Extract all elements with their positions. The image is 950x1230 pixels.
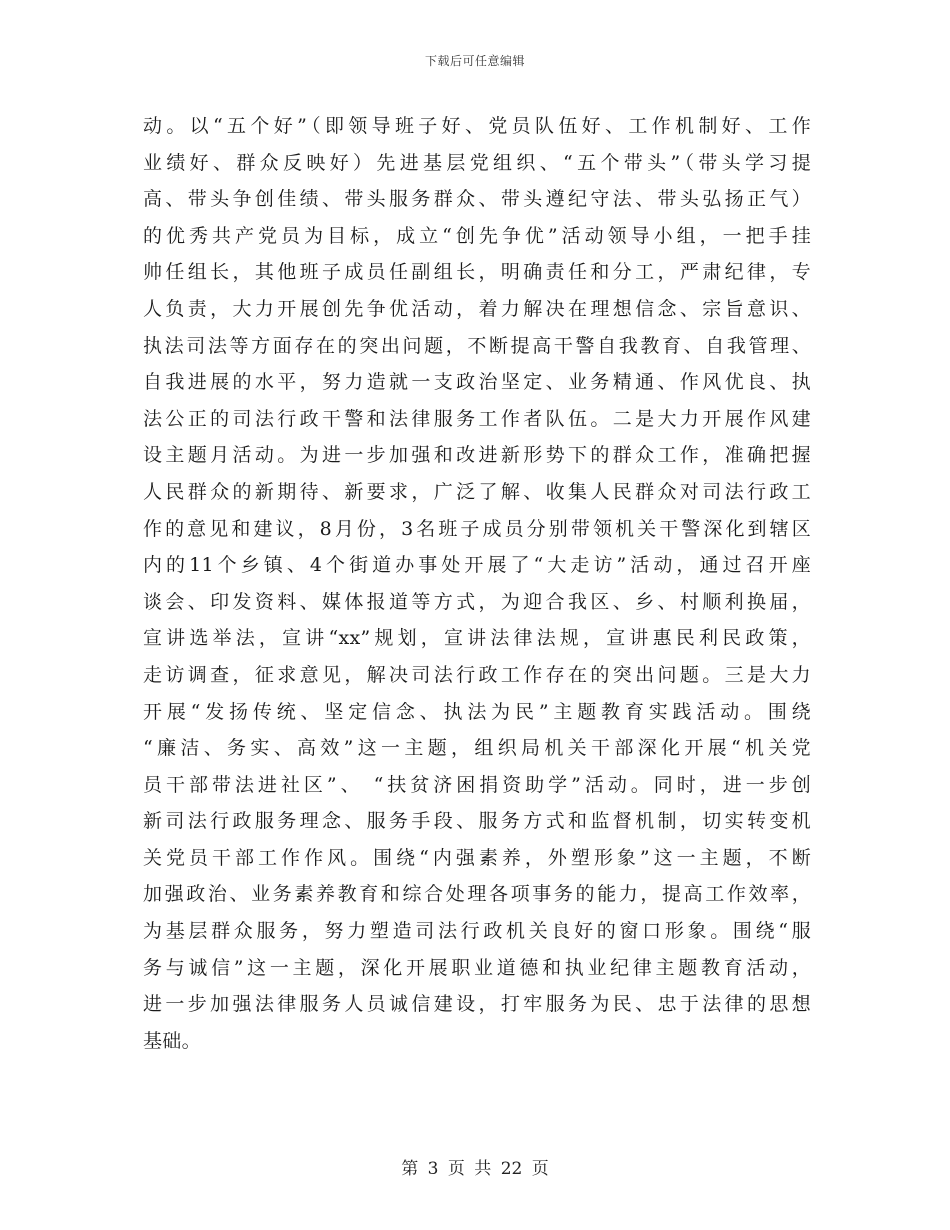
body-line: 帅任组长，其他班子成员任副组长，明确责任和分工，严肃纪律，专 [143, 261, 811, 284]
body-line: 动。以“五个好”（即领导班子好、党员队伍好、工作机制好、工作 [143, 115, 811, 137]
body-line: 人负责，大力开展创先争优活动，着力解决在理想信念、宗旨意识、 [143, 297, 811, 320]
body-line: 业绩好、群众反映好）先进基层党组织、“五个带头”（带头学习提 [143, 151, 811, 174]
body-line: 加强政治、业务素养教育和综合处理各项事务的能力，提高工作效率， [143, 883, 811, 906]
body-line: 内的11个乡镇、4个街道办事处开展了“大走访”活动，通过召开座 [143, 554, 811, 577]
body-line: “廉洁、务实、高效”这一主题，组织局机关干部深化开展“机关党 [143, 737, 811, 760]
body-line: 务与诚信”这一主题，深化开展职业道德和执业纪律主题教育活动， [143, 956, 811, 979]
body-line: 自我进展的水平，努力造就一支政治坚定、业务精通、作风优良、执 [143, 371, 811, 394]
body-line: 为基层群众服务，努力塑造司法行政机关良好的窗口形象。围绕“服 [143, 920, 811, 943]
body-line: 基础。 [143, 1029, 201, 1052]
body-line: 的优秀共产党员为目标，成立“创先争优”活动领导小组，一把手挂 [143, 224, 811, 247]
body-line: 走访调查，征求意见，解决司法行政工作存在的突出问题。三是大力 [143, 663, 811, 686]
body-line: 员干部带法进社区”、 “扶贫济困捐资助学”活动。同时，进一步创 [143, 773, 811, 796]
body-line: 执法司法等方面存在的突出问题，不断提高干警自我教育、自我管理、 [143, 334, 811, 357]
page-number-footer: 第 3 页 共 22 页 [401, 1159, 549, 1179]
body-line: 宣讲选举法，宣讲“xx”规划，宣讲法律法规，宣讲惠民利民政策， [143, 627, 811, 650]
body-line: 设主题月活动。为进一步加强和改进新形势下的群众工作，准确把握 [143, 444, 811, 467]
body-line: 关党员干部工作作风。围绕“内强素养，外塑形象”这一主题，不断 [143, 846, 811, 869]
body-line: 作的意见和建议，8月份，3名班子成员分别带领机关干警深化到辖区 [143, 517, 811, 540]
page-header: 下载后可任意编辑 [424, 54, 525, 68]
body-line: 谈会、印发资料、媒体报道等方式，为迎合我区、乡、村顺利换届， [143, 590, 811, 613]
body-line: 新司法行政服务理念、服务手段、服务方式和监督机制，切实转变机 [143, 810, 811, 833]
body-line: 开展“发扬传统、坚定信念、执法为民”主题教育实践活动。围绕 [143, 700, 811, 723]
body-line: 高、带头争创佳绩、带头服务群众、带头遵纪守法、带头弘扬正气） [143, 188, 811, 211]
body-line: 法公正的司法行政干警和法律服务工作者队伍。二是大力开展作风建 [143, 407, 811, 430]
body-line: 人民群众的新期待、新要求，广泛了解、收集人民群众对司法行政工 [143, 480, 811, 503]
document-body [143, 108, 811, 1059]
body-line: 进一步加强法律服务人员诚信建设，打牢服务为民、忠于法律的思想 [143, 993, 811, 1016]
